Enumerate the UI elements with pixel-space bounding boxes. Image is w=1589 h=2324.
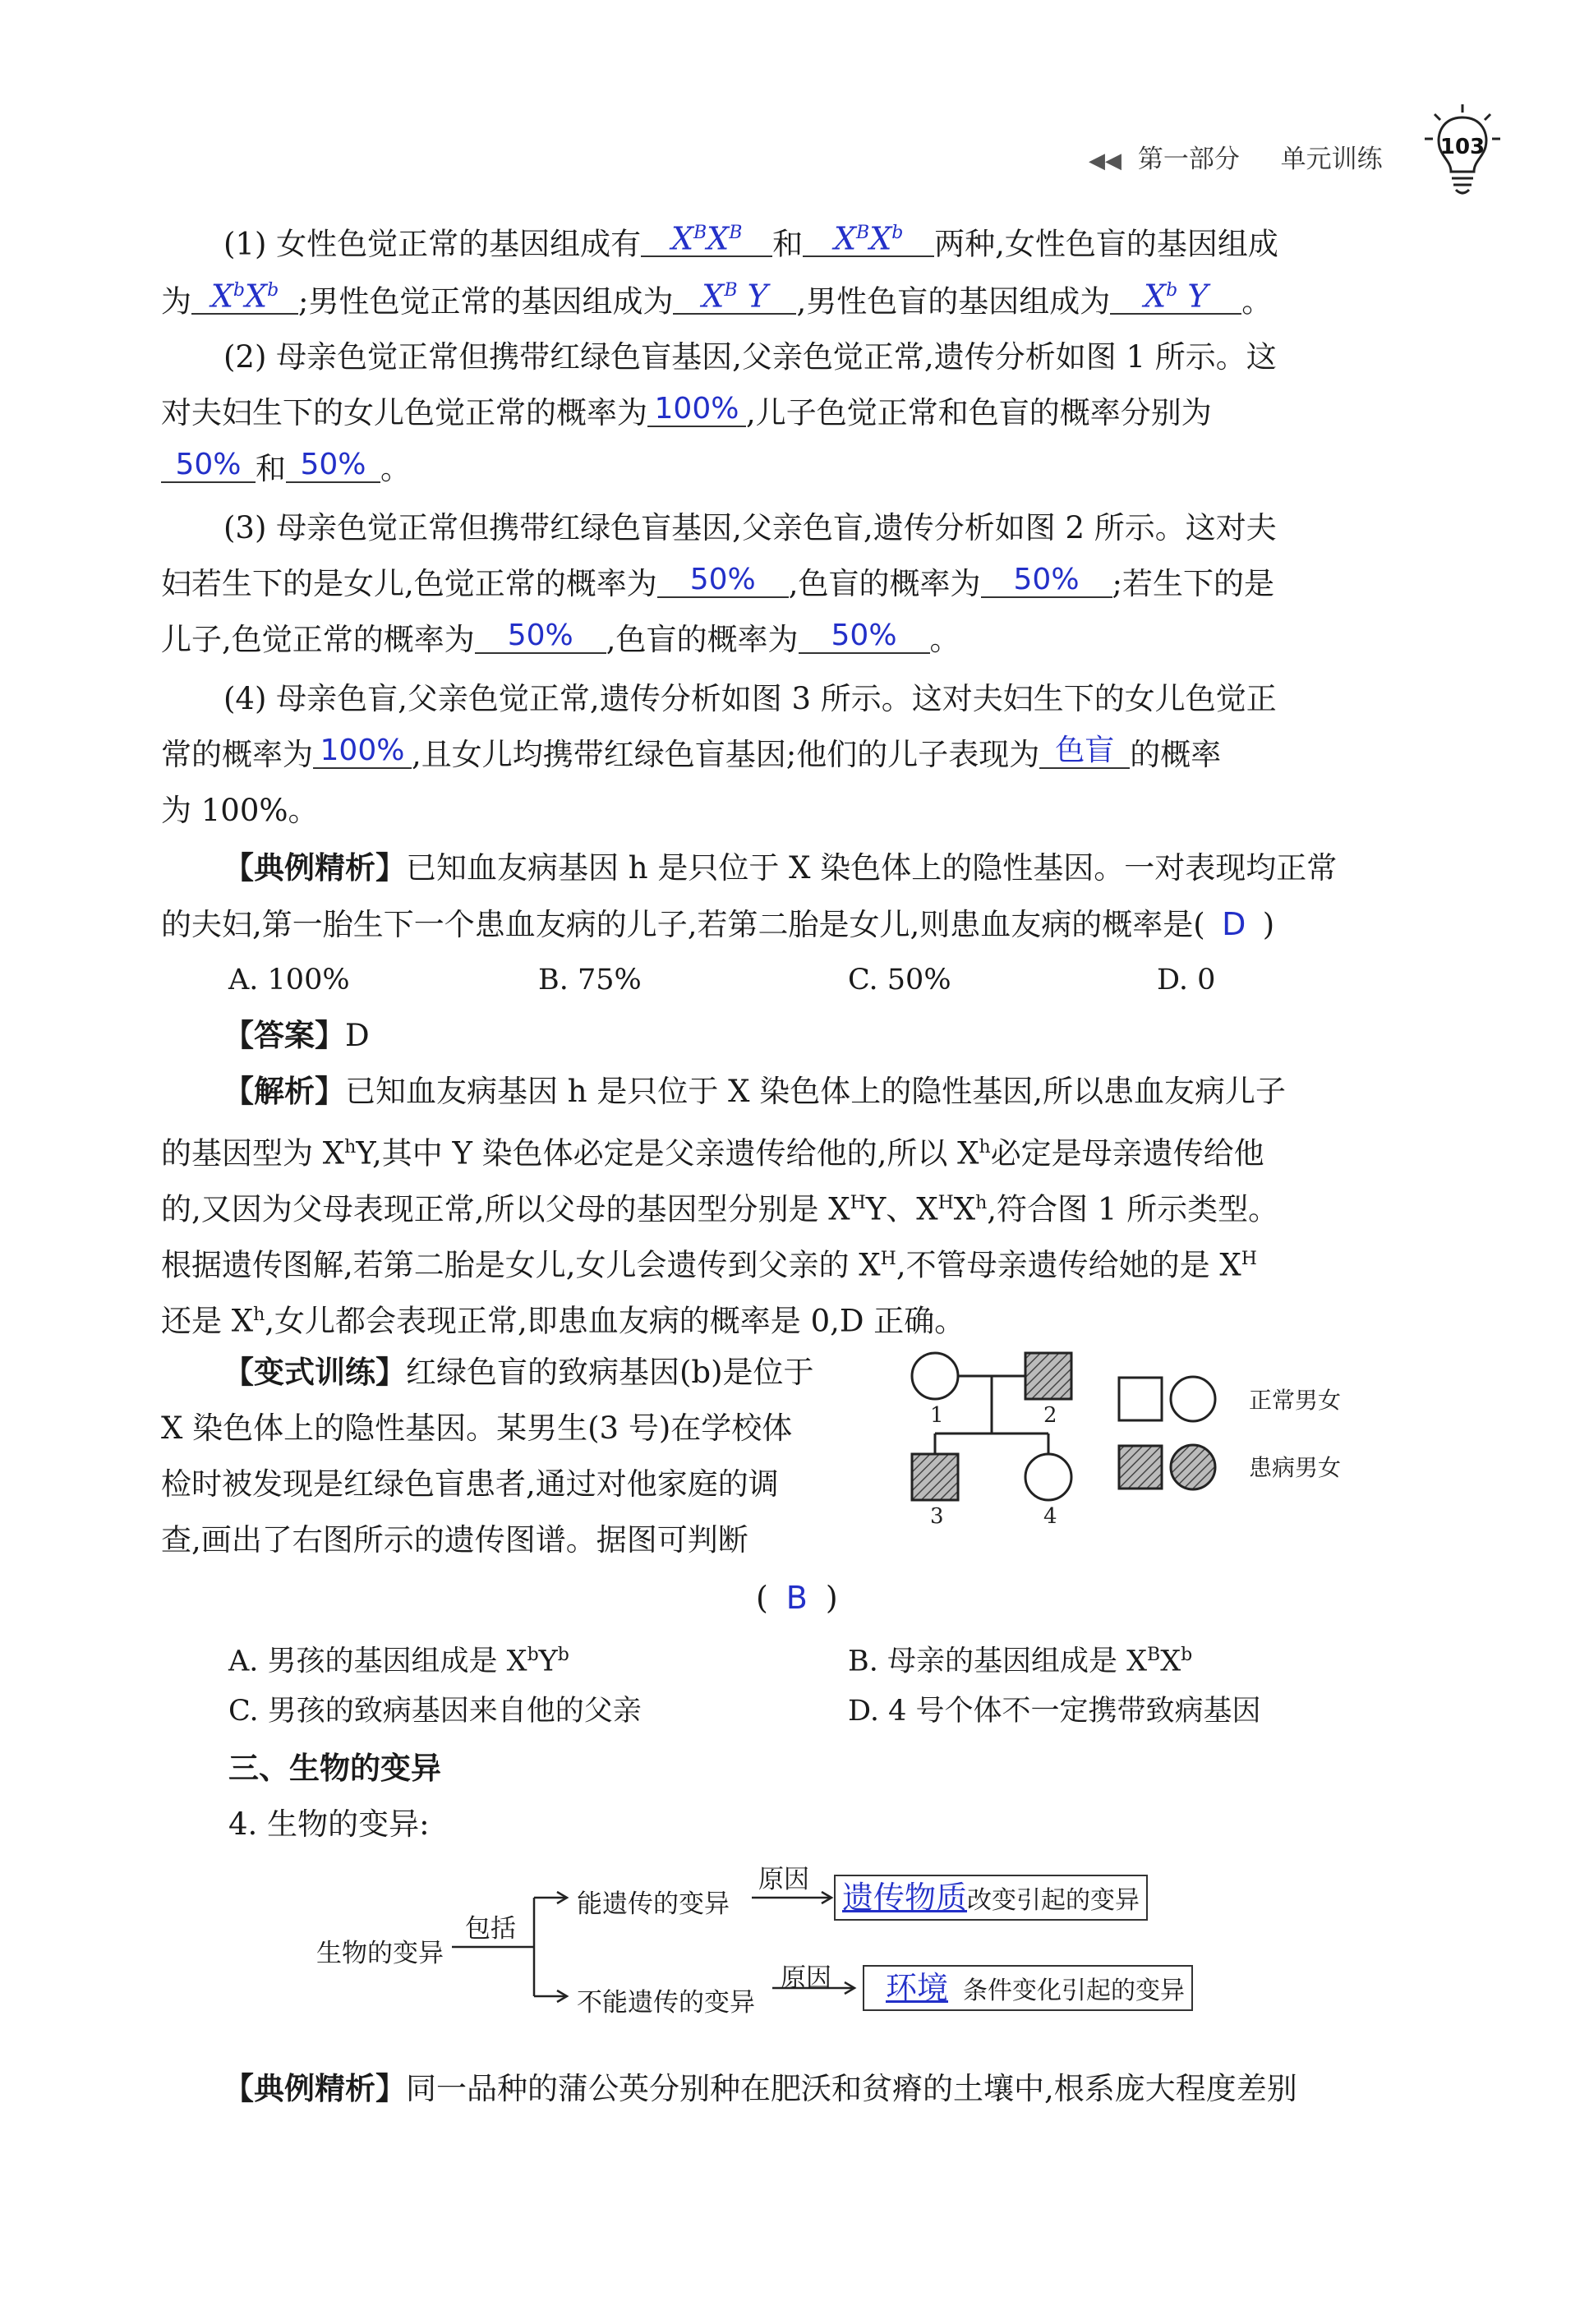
answer-choice-d: D — [1222, 906, 1246, 942]
legend-ill-label: 患病男女 — [1249, 1454, 1342, 1481]
cause-label-1: 原因 — [758, 1865, 809, 1894]
legend-ill-male — [1119, 1446, 1162, 1489]
pedigree-son-3 — [912, 1454, 958, 1500]
variation-include-label: 包括 — [465, 1914, 516, 1944]
answer-blank-male-colorblind: $X^b$ Y — [1110, 274, 1241, 315]
variant-line3: 检时被发现是红绿色盲患者,通过对他家庭的调 — [161, 1466, 779, 1502]
q2-line3: 50% 和 50% 。 — [161, 449, 411, 490]
variant-option-c: C. 男孩的致病基因来自他的父亲 — [228, 1695, 642, 1728]
answer-blank-son-normal: 50% — [161, 449, 256, 483]
q3-line1: (3) 母亲色觉正常但携带红绿色盲基因,父亲色盲,遗传分析如图 2 所示。这对夫 — [223, 510, 1277, 545]
analysis-line1: 【解析】已知血友病基因 h 是只位于 X 染色体上的隐性基因,所以患血友病儿子 — [223, 1074, 1286, 1109]
q4-line1: (4) 母亲色盲,父亲色觉正常,遗传分析如图 3 所示。这对夫妇生下的女儿色觉正 — [223, 681, 1277, 716]
answer-choice-b: B — [785, 1580, 808, 1616]
variant-line4: 查,画出了右图所示的遗传图谱。据图可判断 — [161, 1522, 748, 1558]
section3-item: 4. 生物的变异: — [228, 1806, 430, 1842]
legend-normal-male — [1119, 1378, 1162, 1420]
page-header — [1089, 138, 1383, 175]
answer-blank-daughter-normal-2: 50% — [657, 564, 789, 598]
analysis-line4: 根据遗传图解,若第二胎是女儿,女儿会遗传到父亲的 $X^H$,不管母亲遗传给她的是 $X^H$ — [161, 1247, 1257, 1283]
answer-blank-male-normal: $X^B$ Y — [673, 274, 796, 315]
option-a: A. 100% — [228, 964, 350, 996]
answer-blank-female-colorblind: $X^bX^b$ — [191, 274, 298, 315]
example1-line1: 【典例精析】已知血友病基因 h 是只位于 X 染色体上的隐性基因。一对表现均正常 — [223, 850, 1338, 886]
variant-option-a: A. 男孩的基因组成是 $X^bY^b$ — [228, 1645, 569, 1678]
back-arrow-icon: ◀◀ — [1089, 149, 1122, 173]
answer-blank-son-normal-2: 50% — [475, 619, 606, 654]
header-section: 第一部分 — [1137, 145, 1240, 174]
q1-line1: (1) 女性色觉正常的基因组成有 $X^BX^B$ 和 $X^BX^b$ 两种,女性色盲的基因组成 — [223, 222, 1278, 265]
answer-blank-son-colorblind: 50% — [286, 449, 380, 483]
example2-line1: 【典例精析】同一品种的蒲公英分别种在肥沃和贫瘠的土壤中,根系庞大程度差别 — [223, 2071, 1297, 2106]
legend-normal-female — [1171, 1377, 1215, 1421]
pedigree-diagram — [896, 1339, 1389, 1544]
q4-line2: 常的概率为 100% ,且女儿均携带红绿色盲基因;他们的儿子表现为 色盲 的概率 — [161, 734, 1222, 772]
section3-title: 三、生物的变异 — [228, 1751, 441, 1786]
answer-blank-daughter-normal-3: 100% — [313, 734, 412, 769]
heritable-cause-box: 遗传物质改变引起的变异 — [834, 1875, 1148, 1921]
pedigree-id-2: 2 — [1043, 1403, 1057, 1428]
lightbulb-page-icon — [1423, 103, 1502, 201]
option-c: C. 50% — [848, 964, 951, 996]
q3-line2: 妇若生下的是女儿,色觉正常的概率为 50% ,色盲的概率为 50% ;若生下的是 — [161, 563, 1274, 601]
q1-line2: 为 $X^bX^b$ ;男性色觉正常的基因组成为 $X^B$ Y ,男性色盲的基因组成为 $X^b$ Y 。 — [161, 279, 1272, 323]
legend-normal-label: 正常男女 — [1249, 1387, 1342, 1414]
answer-blank-daughter-normal: 100% — [647, 393, 746, 427]
non-heritable-cause-box: 环境 条件变化引起的变异 — [863, 1965, 1193, 2011]
analysis-line3: 的,又因为父母表现正常,所以父母的基因型分别是 $X^HY$、$X^HX^h$,符合图 1 所示类型。 — [161, 1191, 1279, 1227]
variant-line1: 【变式训练】红绿色盲的致病基因(b)是位于 — [223, 1355, 814, 1390]
q2-line2: 对夫妇生下的女儿色觉正常的概率为 100% ,儿子色觉正常和色盲的概率分别为 — [161, 392, 1212, 430]
variant-line2: X 染色体上的隐性基因。某男生(3 号)在学校体 — [161, 1411, 793, 1446]
handwritten-environment: 环境 — [886, 1970, 949, 2006]
analysis-line2: 的基因型为 $X^hY$,其中 Y 染色体必定是父亲遗传给他的,所以 $X^h$必定是母亲遗传给他 — [161, 1135, 1264, 1171]
answer-blank-xbxb: $X^BX^B$ — [641, 217, 772, 257]
variant-answer-paren: ( B ) — [756, 1577, 838, 1618]
variation-diagram — [304, 1865, 1249, 2046]
pedigree-mother-1 — [912, 1353, 958, 1399]
handwritten-genetic-material: 遗传物质 — [842, 1880, 968, 1916]
page-number: 103 — [1439, 135, 1485, 159]
answer-blank-son-phenotype: 色盲 — [1039, 734, 1130, 769]
answer-blank-daughter-colorblind-2: 50% — [981, 564, 1112, 598]
pedigree-id-3: 3 — [930, 1504, 944, 1529]
q4-line3: 为 100%。 — [161, 793, 319, 828]
option-b: B. 75% — [538, 964, 642, 996]
answer-blank-son-colorblind-2: 50% — [799, 619, 930, 654]
pedigree-id-4: 4 — [1043, 1504, 1057, 1529]
cause-label-2: 原因 — [781, 1963, 831, 1993]
answer-blank-xbxb-lower: $X^BX^b$ — [803, 217, 934, 257]
pedigree-daughter-4 — [1025, 1454, 1071, 1500]
variant-option-d: D. 4 号个体不一定携带致病基因 — [848, 1695, 1261, 1728]
non-heritable-variation: 不能遗传的变异 — [577, 1988, 755, 2018]
pedigree-father-2 — [1025, 1353, 1071, 1399]
q3-line3: 儿子,色觉正常的概率为 50% ,色盲的概率为 50% 。 — [161, 619, 960, 657]
option-d: D. 0 — [1157, 964, 1216, 996]
legend-ill-female — [1171, 1445, 1215, 1489]
heritable-variation: 能遗传的变异 — [577, 1889, 730, 1919]
variation-root: 生物的变异 — [316, 1939, 444, 1968]
variant-option-b: B. 母亲的基因组成是 $X^BX^b$ — [848, 1645, 1193, 1678]
answer-line: 【答案】D — [223, 1018, 370, 1053]
analysis-line5: 还是 $X^h$,女儿都会表现正常,即患血友病的概率是 0,D 正确。 — [161, 1303, 965, 1339]
header-unit: 单元训练 — [1280, 145, 1383, 174]
example1-line2: 的夫妇,第一胎生下一个患血友病的儿子,若第二胎是女儿,则患血友病的概率是( D ) — [161, 904, 1274, 946]
q2-line1: (2) 母亲色觉正常但携带红绿色盲基因,父亲色觉正常,遗传分析如图 1 所示。这 — [223, 339, 1277, 375]
pedigree-id-1: 1 — [930, 1403, 944, 1428]
